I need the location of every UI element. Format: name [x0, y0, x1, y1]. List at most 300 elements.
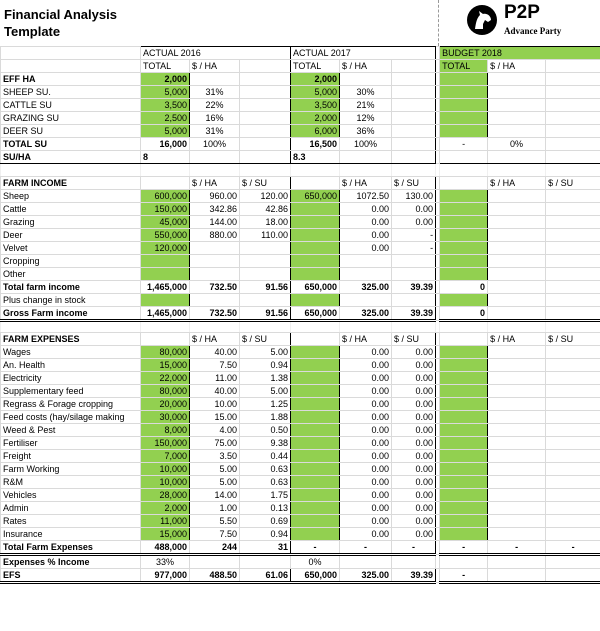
- expense-per-su-2016[interactable]: 0.44: [240, 450, 291, 463]
- row-label[interactable]: Vehicles: [1, 489, 141, 502]
- cell[interactable]: [392, 125, 436, 138]
- row-label[interactable]: CATTLE SU: [1, 99, 141, 112]
- expense-per-su-2016[interactable]: 5.00: [240, 346, 291, 359]
- income-per-ha-2016[interactable]: [190, 241, 240, 254]
- header-per-ha[interactable]: $ / HA: [340, 333, 392, 346]
- cell[interactable]: [291, 463, 340, 476]
- cell[interactable]: [291, 450, 340, 463]
- income-2017[interactable]: 650,000: [291, 189, 340, 202]
- cell[interactable]: [488, 228, 546, 241]
- cell[interactable]: [240, 293, 291, 306]
- total-su-2018[interactable]: -: [440, 138, 488, 151]
- expense-2016[interactable]: 150,000: [141, 437, 190, 450]
- cell[interactable]: [440, 293, 488, 306]
- cell[interactable]: [546, 254, 600, 267]
- cell[interactable]: [440, 359, 488, 372]
- cell[interactable]: [291, 489, 340, 502]
- su-2017[interactable]: 2,000: [291, 112, 340, 125]
- cell[interactable]: [488, 489, 546, 502]
- total-income-per-ha-2016[interactable]: 732.50: [190, 280, 240, 293]
- su-2017[interactable]: 6,000: [291, 125, 340, 138]
- expense-per-ha-2017[interactable]: 0.00: [340, 411, 392, 424]
- expense-per-ha-2016[interactable]: 14.00: [190, 489, 240, 502]
- row-label[interactable]: Total farm income: [1, 280, 141, 293]
- cell[interactable]: [392, 60, 436, 73]
- row-label[interactable]: Plus change in stock: [1, 293, 141, 306]
- cell[interactable]: [440, 228, 488, 241]
- income-per-su-2016[interactable]: [240, 241, 291, 254]
- expense-per-ha-2017[interactable]: 0.00: [340, 450, 392, 463]
- expense-per-su-2017[interactable]: 0.00: [392, 346, 436, 359]
- su-pct-2016[interactable]: 22%: [190, 99, 240, 112]
- income-per-ha-2016[interactable]: 880.00: [190, 228, 240, 241]
- header-budget-2018[interactable]: BUDGET 2018: [440, 47, 600, 60]
- total-income-2018[interactable]: 0: [440, 280, 488, 293]
- total-expenses-2018[interactable]: -: [440, 541, 488, 555]
- cell[interactable]: [546, 267, 600, 280]
- expense-per-su-2017[interactable]: 0.00: [392, 476, 436, 489]
- efs-per-ha-2017[interactable]: 325.00: [340, 569, 392, 583]
- expense-per-su-2017[interactable]: 0.00: [392, 450, 436, 463]
- expense-per-ha-2017[interactable]: 0.00: [340, 515, 392, 528]
- cell[interactable]: [291, 346, 340, 359]
- expense-per-ha-2016[interactable]: 10.00: [190, 398, 240, 411]
- total-su-2016[interactable]: 16,000: [141, 138, 190, 151]
- total-expenses-per-ha-2017[interactable]: -: [340, 541, 392, 555]
- efs-2018[interactable]: -: [440, 569, 488, 583]
- row-label[interactable]: Admin: [1, 502, 141, 515]
- expense-per-su-2016[interactable]: 1.75: [240, 489, 291, 502]
- header-total[interactable]: TOTAL: [440, 60, 488, 73]
- income-per-su-2017[interactable]: 0.00: [392, 202, 436, 215]
- cell[interactable]: [488, 437, 546, 450]
- expense-per-ha-2016[interactable]: 4.00: [190, 424, 240, 437]
- cell[interactable]: [488, 254, 546, 267]
- cell[interactable]: [440, 241, 488, 254]
- income-per-su-2016[interactable]: 110.00: [240, 228, 291, 241]
- cell[interactable]: [141, 320, 190, 333]
- income-per-ha-2017[interactable]: [340, 254, 392, 267]
- row-label[interactable]: Wages: [1, 346, 141, 359]
- income-2017[interactable]: [291, 254, 340, 267]
- cell[interactable]: [240, 138, 291, 151]
- income-per-ha-2016[interactable]: [190, 254, 240, 267]
- section-heading[interactable]: FARM EXPENSES: [1, 333, 141, 346]
- expense-per-ha-2016[interactable]: 40.00: [190, 385, 240, 398]
- row-label[interactable]: GRAZING SU: [1, 112, 141, 125]
- row-label[interactable]: Farm Working: [1, 463, 141, 476]
- cell[interactable]: [141, 293, 190, 306]
- row-label[interactable]: EFS: [1, 569, 141, 583]
- efs-2017[interactable]: 650,000: [291, 569, 340, 583]
- cell[interactable]: [291, 502, 340, 515]
- cell[interactable]: [340, 164, 392, 177]
- cell[interactable]: [240, 73, 291, 86]
- row-label[interactable]: Gross Farm income: [1, 306, 141, 320]
- cell[interactable]: [546, 215, 600, 228]
- cell[interactable]: [141, 333, 190, 346]
- cell[interactable]: [440, 164, 488, 177]
- income-2016[interactable]: [141, 254, 190, 267]
- cell[interactable]: [440, 176, 488, 189]
- income-per-su-2017[interactable]: -: [392, 228, 436, 241]
- expense-per-su-2017[interactable]: 0.00: [392, 463, 436, 476]
- expense-per-su-2016[interactable]: 5.00: [240, 385, 291, 398]
- cell[interactable]: [440, 346, 488, 359]
- cell[interactable]: [488, 502, 546, 515]
- expense-per-ha-2017[interactable]: 0.00: [340, 385, 392, 398]
- income-per-su-2017[interactable]: 0.00: [392, 215, 436, 228]
- total-expenses-per-su-2017[interactable]: -: [392, 541, 436, 555]
- expense-per-ha-2016[interactable]: 5.00: [190, 463, 240, 476]
- cell[interactable]: [1, 47, 141, 60]
- income-per-ha-2016[interactable]: 144.00: [190, 215, 240, 228]
- total-su-pct-2017[interactable]: 100%: [340, 138, 392, 151]
- cell[interactable]: [291, 476, 340, 489]
- gross-income-2017[interactable]: 650,000: [291, 306, 340, 320]
- header-per-su[interactable]: $ / SU: [392, 333, 436, 346]
- expense-per-su-2016[interactable]: 0.13: [240, 502, 291, 515]
- cell[interactable]: [546, 280, 600, 293]
- cell[interactable]: [190, 293, 240, 306]
- cell[interactable]: [488, 151, 546, 164]
- expense-2016[interactable]: 11,000: [141, 515, 190, 528]
- cell[interactable]: [440, 385, 488, 398]
- cell[interactable]: [546, 372, 600, 385]
- total-expenses-per-su-2018[interactable]: -: [546, 541, 600, 555]
- cell[interactable]: [240, 60, 291, 73]
- cell[interactable]: [240, 555, 291, 569]
- cell[interactable]: [488, 463, 546, 476]
- su-2016[interactable]: 5,000: [141, 125, 190, 138]
- cell[interactable]: [488, 280, 546, 293]
- cell[interactable]: [440, 189, 488, 202]
- expense-2016[interactable]: 80,000: [141, 346, 190, 359]
- cell[interactable]: [440, 73, 488, 86]
- row-label[interactable]: Deer: [1, 228, 141, 241]
- cell[interactable]: [1, 164, 141, 177]
- expense-per-su-2017[interactable]: 0.00: [392, 528, 436, 541]
- cell[interactable]: [291, 528, 340, 541]
- row-label[interactable]: Cattle: [1, 202, 141, 215]
- cell[interactable]: [392, 138, 436, 151]
- cell[interactable]: [440, 151, 488, 164]
- cell[interactable]: [546, 73, 600, 86]
- expense-per-su-2016[interactable]: 0.50: [240, 424, 291, 437]
- cell[interactable]: [488, 202, 546, 215]
- gross-income-2016[interactable]: 1,465,000: [141, 306, 190, 320]
- cell[interactable]: [392, 320, 436, 333]
- cell[interactable]: [488, 293, 546, 306]
- expense-per-ha-2017[interactable]: 0.00: [340, 528, 392, 541]
- total-income-2017[interactable]: 650,000: [291, 280, 340, 293]
- cell[interactable]: [291, 372, 340, 385]
- income-per-ha-2017[interactable]: 0.00: [340, 215, 392, 228]
- su-2017[interactable]: 3,500: [291, 99, 340, 112]
- expense-2016[interactable]: 30,000: [141, 411, 190, 424]
- row-label[interactable]: An. Health: [1, 359, 141, 372]
- expense-per-ha-2017[interactable]: 0.00: [340, 489, 392, 502]
- cell[interactable]: [240, 86, 291, 99]
- cell[interactable]: [440, 437, 488, 450]
- income-2016[interactable]: 45,000: [141, 215, 190, 228]
- cell[interactable]: [488, 515, 546, 528]
- cell[interactable]: [546, 189, 600, 202]
- row-label[interactable]: Total Farm Expenses: [1, 541, 141, 555]
- cell[interactable]: [291, 176, 340, 189]
- total-expenses-2016[interactable]: 488,000: [141, 541, 190, 555]
- income-per-ha-2016[interactable]: 342.86: [190, 202, 240, 215]
- cell[interactable]: [488, 215, 546, 228]
- cell[interactable]: [340, 555, 392, 569]
- expense-2016[interactable]: 20,000: [141, 398, 190, 411]
- cell[interactable]: [440, 112, 488, 125]
- total-expenses-per-ha-2016[interactable]: 244: [190, 541, 240, 555]
- total-su-pct-2016[interactable]: 100%: [190, 138, 240, 151]
- expense-per-su-2017[interactable]: 0.00: [392, 398, 436, 411]
- expense-2016[interactable]: 80,000: [141, 385, 190, 398]
- cell[interactable]: [240, 164, 291, 177]
- income-per-su-2016[interactable]: [240, 254, 291, 267]
- income-2017[interactable]: [291, 202, 340, 215]
- cell[interactable]: [190, 151, 240, 164]
- income-per-su-2017[interactable]: -: [392, 241, 436, 254]
- cell[interactable]: [440, 202, 488, 215]
- cell[interactable]: [546, 151, 600, 164]
- cell[interactable]: [546, 359, 600, 372]
- row-label[interactable]: Freight: [1, 450, 141, 463]
- cell[interactable]: [240, 151, 291, 164]
- cell[interactable]: [488, 385, 546, 398]
- gross-income-per-ha-2017[interactable]: 325.00: [340, 306, 392, 320]
- expense-per-su-2017[interactable]: 0.00: [392, 424, 436, 437]
- total-expenses-per-su-2016[interactable]: 31: [240, 541, 291, 555]
- su-2016[interactable]: 2,500: [141, 112, 190, 125]
- income-per-su-2017[interactable]: 130.00: [392, 189, 436, 202]
- row-label[interactable]: Grazing: [1, 215, 141, 228]
- total-su-pct-2018[interactable]: 0%: [488, 138, 546, 151]
- efs-per-su-2016[interactable]: 61.06: [240, 569, 291, 583]
- cell[interactable]: [392, 555, 436, 569]
- expense-2016[interactable]: 7,000: [141, 450, 190, 463]
- header-per-ha[interactable]: $ / HA: [190, 333, 240, 346]
- cell[interactable]: [291, 164, 340, 177]
- expense-per-su-2017[interactable]: 0.00: [392, 502, 436, 515]
- header-per-ha[interactable]: $ / HA: [488, 176, 546, 189]
- su-pct-2017[interactable]: 36%: [340, 125, 392, 138]
- cell[interactable]: [190, 320, 240, 333]
- row-label[interactable]: Regrass & Forage cropping: [1, 398, 141, 411]
- cell[interactable]: [291, 333, 340, 346]
- cell[interactable]: [488, 555, 546, 569]
- cell[interactable]: [546, 489, 600, 502]
- cell[interactable]: [488, 528, 546, 541]
- efs-per-su-2017[interactable]: 39.39: [392, 569, 436, 583]
- cell[interactable]: [488, 73, 546, 86]
- expense-per-su-2016[interactable]: 9.38: [240, 437, 291, 450]
- row-label[interactable]: EFF HA: [1, 73, 141, 86]
- row-label[interactable]: Rates: [1, 515, 141, 528]
- cell[interactable]: [488, 267, 546, 280]
- cell[interactable]: [1, 60, 141, 73]
- cell[interactable]: [546, 398, 600, 411]
- expense-per-ha-2016[interactable]: 5.50: [190, 515, 240, 528]
- expense-per-ha-2017[interactable]: 0.00: [340, 398, 392, 411]
- cell[interactable]: [440, 424, 488, 437]
- income-per-ha-2017[interactable]: 0.00: [340, 241, 392, 254]
- cell[interactable]: [546, 437, 600, 450]
- cell[interactable]: [488, 241, 546, 254]
- row-label[interactable]: R&M: [1, 476, 141, 489]
- expense-per-su-2017[interactable]: 0.00: [392, 515, 436, 528]
- header-actual-2017[interactable]: ACTUAL 2017: [291, 47, 436, 60]
- cell[interactable]: [546, 112, 600, 125]
- expense-per-ha-2016[interactable]: 15.00: [190, 411, 240, 424]
- expense-per-ha-2016[interactable]: 7.50: [190, 359, 240, 372]
- row-label[interactable]: Insurance: [1, 528, 141, 541]
- income-per-ha-2017[interactable]: 0.00: [340, 228, 392, 241]
- expense-per-ha-2017[interactable]: 0.00: [340, 463, 392, 476]
- total-expenses-per-ha-2018[interactable]: -: [488, 541, 546, 555]
- cell[interactable]: [488, 424, 546, 437]
- expense-per-su-2016[interactable]: 1.25: [240, 398, 291, 411]
- su-pct-2016[interactable]: 16%: [190, 112, 240, 125]
- expense-2016[interactable]: 8,000: [141, 424, 190, 437]
- expense-per-su-2016[interactable]: 0.69: [240, 515, 291, 528]
- cell[interactable]: [291, 515, 340, 528]
- cell[interactable]: [340, 293, 392, 306]
- income-per-ha-2016[interactable]: [190, 267, 240, 280]
- cell[interactable]: [440, 450, 488, 463]
- cell[interactable]: [440, 99, 488, 112]
- cell[interactable]: [440, 398, 488, 411]
- cell[interactable]: [488, 125, 546, 138]
- row-label[interactable]: Feed costs (hay/silage making: [1, 411, 141, 424]
- eff-ha-2016[interactable]: 2,000: [141, 73, 190, 86]
- cell[interactable]: [488, 569, 546, 583]
- header-per-ha[interactable]: $ / HA: [488, 60, 546, 73]
- su-2016[interactable]: 5,000: [141, 86, 190, 99]
- header-actual-2016[interactable]: ACTUAL 2016: [141, 47, 291, 60]
- su-ha-2017[interactable]: 8.3: [291, 151, 340, 164]
- gross-income-per-su-2016[interactable]: 91.56: [240, 306, 291, 320]
- income-2016[interactable]: [141, 267, 190, 280]
- expense-per-su-2016[interactable]: 0.94: [240, 528, 291, 541]
- cell[interactable]: [440, 515, 488, 528]
- cell[interactable]: [546, 164, 600, 177]
- total-income-per-ha-2017[interactable]: 325.00: [340, 280, 392, 293]
- row-label[interactable]: Velvet: [1, 241, 141, 254]
- cell[interactable]: [392, 86, 436, 99]
- cell[interactable]: [291, 398, 340, 411]
- expense-2016[interactable]: 2,000: [141, 502, 190, 515]
- cell[interactable]: [190, 73, 240, 86]
- expense-per-su-2017[interactable]: 0.00: [392, 411, 436, 424]
- gross-income-2018[interactable]: 0: [440, 306, 488, 320]
- expense-per-ha-2016[interactable]: 5.00: [190, 476, 240, 489]
- expense-2016[interactable]: 10,000: [141, 463, 190, 476]
- cell[interactable]: [546, 241, 600, 254]
- cell[interactable]: [291, 424, 340, 437]
- efs-per-ha-2016[interactable]: 488.50: [190, 569, 240, 583]
- cell[interactable]: [546, 99, 600, 112]
- cell[interactable]: [440, 320, 488, 333]
- header-per-ha[interactable]: $ / HA: [340, 60, 392, 73]
- header-per-su[interactable]: $ / SU: [546, 333, 600, 346]
- header-per-su[interactable]: $ / SU: [392, 176, 436, 189]
- row-label[interactable]: Weed & Pest: [1, 424, 141, 437]
- cell[interactable]: [240, 125, 291, 138]
- cell[interactable]: [546, 320, 600, 333]
- expense-per-su-2017[interactable]: 0.00: [392, 437, 436, 450]
- su-2017[interactable]: 5,000: [291, 86, 340, 99]
- cell[interactable]: [1, 320, 141, 333]
- su-pct-2017[interactable]: 21%: [340, 99, 392, 112]
- cell[interactable]: [392, 112, 436, 125]
- cell[interactable]: [440, 267, 488, 280]
- income-per-su-2016[interactable]: 18.00: [240, 215, 291, 228]
- cell[interactable]: [546, 569, 600, 583]
- su-ha-2016[interactable]: 8: [141, 151, 190, 164]
- cell[interactable]: [488, 99, 546, 112]
- cell[interactable]: [440, 372, 488, 385]
- income-2016[interactable]: 600,000: [141, 189, 190, 202]
- cell[interactable]: [440, 333, 488, 346]
- header-per-ha[interactable]: $ / HA: [190, 176, 240, 189]
- income-per-su-2016[interactable]: [240, 267, 291, 280]
- cell[interactable]: [488, 359, 546, 372]
- su-pct-2017[interactable]: 30%: [340, 86, 392, 99]
- total-income-2016[interactable]: 1,465,000: [141, 280, 190, 293]
- expense-per-ha-2017[interactable]: 0.00: [340, 424, 392, 437]
- expense-per-ha-2016[interactable]: 7.50: [190, 528, 240, 541]
- income-per-ha-2017[interactable]: 1072.50: [340, 189, 392, 202]
- cell[interactable]: [488, 476, 546, 489]
- cell[interactable]: [190, 555, 240, 569]
- cell[interactable]: [291, 293, 340, 306]
- header-per-ha[interactable]: $ / HA: [488, 333, 546, 346]
- cell[interactable]: [546, 424, 600, 437]
- row-label[interactable]: SU/HA: [1, 151, 141, 164]
- cell[interactable]: [488, 320, 546, 333]
- cell[interactable]: [488, 372, 546, 385]
- cell[interactable]: [440, 215, 488, 228]
- row-label[interactable]: Sheep: [1, 189, 141, 202]
- income-2017[interactable]: [291, 241, 340, 254]
- income-2016[interactable]: 120,000: [141, 241, 190, 254]
- cell[interactable]: [488, 112, 546, 125]
- cell[interactable]: [440, 86, 488, 99]
- cell[interactable]: [440, 555, 488, 569]
- income-per-su-2017[interactable]: [392, 267, 436, 280]
- cell[interactable]: [392, 73, 436, 86]
- total-income-per-su-2017[interactable]: 39.39: [392, 280, 436, 293]
- cell[interactable]: [488, 306, 546, 320]
- cell[interactable]: [392, 151, 436, 164]
- expense-per-ha-2016[interactable]: 3.50: [190, 450, 240, 463]
- cell[interactable]: [440, 489, 488, 502]
- expense-per-ha-2016[interactable]: 11.00: [190, 372, 240, 385]
- cell[interactable]: [546, 502, 600, 515]
- cell[interactable]: [546, 411, 600, 424]
- row-label[interactable]: Cropping: [1, 254, 141, 267]
- expense-per-su-2016[interactable]: 1.38: [240, 372, 291, 385]
- cell[interactable]: [546, 450, 600, 463]
- expenses-pct-2016[interactable]: 33%: [141, 555, 190, 569]
- income-2017[interactable]: [291, 228, 340, 241]
- expense-per-ha-2016[interactable]: 1.00: [190, 502, 240, 515]
- cell[interactable]: [488, 164, 546, 177]
